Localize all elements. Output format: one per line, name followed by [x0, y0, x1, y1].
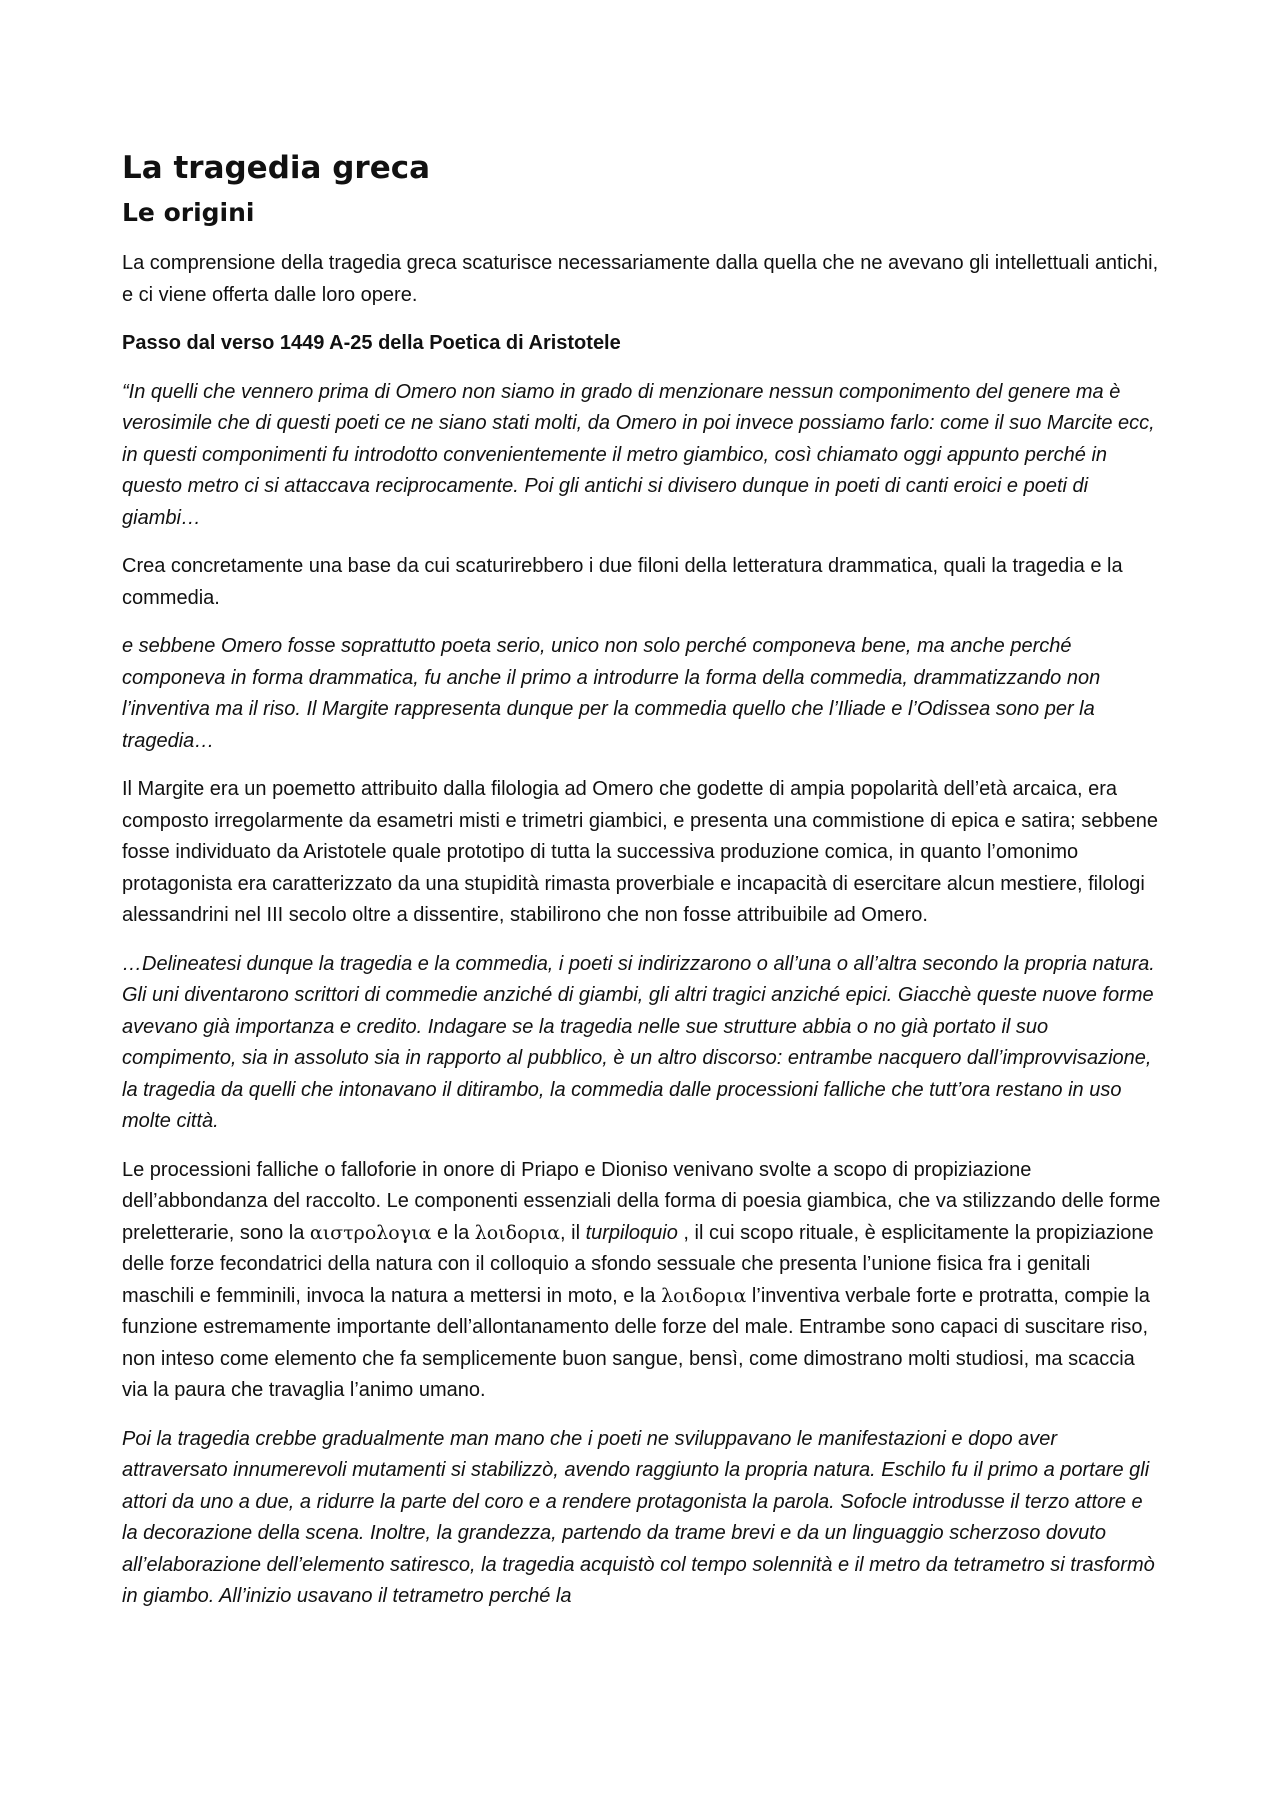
paragraph-margite: Il Margite era un poemetto attribuito dalla filologia ad Omero che godette di ampia popolarità dell’età arcaica, era composto irregolarmente da esametri misti e trimetri giambici, e presenta una commistione di epica e satira; sebbene fosse individuato da Aristotele quale prototipo di tutta la successiva produzione comica, in quanto l’omonimo protagonista era caratterizzato da una stupidità rimasta proverbiale e incapacità di esercitare alcun mestiere, filologi alessandrini nel III secolo oltre a dissentire, stabilirono che non fosse attribuibile ad Omero.	[122, 778, 1159, 926]
paragraph-falloforie	[122, 1155, 1162, 1407]
greek-term-loidoria: λοιδορια	[661, 1284, 747, 1307]
quote-paragraph-1: “In quelli che vennero prima di Omero non siamo in grado di menzionare nessun componimento del genere ma è verosimile che di questi poeti ce ne siano stati molti, da Omero in poi invece possiamo farlo: come il suo Marcite ecc, in questi componimenti fu introdotto convenientemente il metro giambico, così chiamato oggi appunto perché in questo metro ci si attaccava reciprocamente. Poi gli antichi si divisero dunque in poeti di canti eroici e poeti di giambi…	[122, 380, 1155, 529]
text-run: Le processioni falliche o falloforie in onore di Priapo e Dioniso venivano svolte a scopo di propiziazione dell’abbondanza del raccolto. Le componenti essenziali della forma di poesia giambica, che va stilizzando delle forme preletterarie, sono la	[122, 1158, 1161, 1244]
document-title: La tragedia greca	[122, 150, 431, 186]
quote-paragraph-2: e sebbene Omero fosse soprattutto poeta serio, unico non solo perché componeva bene, ma anche perché componeva in forma drammatica, fu anche il primo a introdurre la forma della commedia, drammatizzando non l’inventiva ma il riso. Il Margite rappresenta dunque per la commedia quello che l’Iliade e l’Odissea sono per la tragedia…	[122, 635, 1101, 752]
greek-term-loidoria: λοιδορια	[474, 1221, 561, 1244]
text-run: e la	[431, 1221, 475, 1244]
passage-heading: Passo dal verso 1449 A-25 della Poetica di Aristotele	[122, 332, 621, 354]
quote-paragraph-3: …Delineatesi dunque la tragedia e la commedia, i poeti si indirizzarono o all’una o all’altra secondo la propria natura. Gli uni diventarono scrittori di commedie anziché di giambi, gli altri tragici anziché epici. Giacchè queste nuove forme avevano già importanza e credito. Indagare se la tragedia nelle sue strutture abbia o no già portato il suo compimento, sia in assoluto sia in rapporto al pubblico, è un altro discorso: entrambe nacquero dall’improvvisazione, la tragedia da quelli che intonavano il ditirambo, la commedia dalle processioni falliche che tutt’ora restano in uso molte città.	[122, 952, 1155, 1132]
paragraph-commentary-1: Crea concretamente una base da cui scaturirebbero i due filoni della letteratura drammatica, quali la tragedia e la commedia.	[122, 555, 1123, 609]
term-turpiloquio: turpiloquio	[585, 1221, 678, 1244]
text-run: l’inventiva verbale forte e protratta, compie la funzione estremamente importante dell’allontanamento delle forze del male. Entrambe sono capaci di suscitare riso, non inteso come elemento che fa semplicemente buon sangue, bensì, come dimostrano molti studiosi, ma scaccia via la paura che travaglia l’animo umano.	[122, 1284, 1150, 1401]
text-run: , il cui scopo rituale, è esplicitamente la propiziazione delle forze fecondatrici della natura con il colloquio a sfondo sessuale che presenta l’unione fisica fra i genitali maschili e femminili, invoca la natura a mettersi in moto, e la	[122, 1221, 1154, 1307]
paragraph-intro: La comprensione della tragedia greca scaturisce necessariamente dalla quella che ne avevano gli intellettuali antichi, e ci viene offerta dalle loro opere.	[122, 252, 1159, 306]
greek-term-aistrologia: αιστρολογια	[309, 1221, 432, 1244]
document-page	[122, 148, 1162, 1630]
quote-paragraph-4: Poi la tragedia crebbe gradualmente man mano che i poeti ne sviluppavano le manifestazioni e dopo aver attraversato innumerevoli mutamenti si stabilizzò, avendo raggiunto la propria natura. Eschilo fu il primo a portare gli attori da uno a due, a ridurre la parte del coro e a rendere protagonista la parola. Sofocle introdusse il terzo attore e la decorazione della scena. Inoltre, la grandezza, partendo da trame brevi e da un linguaggio scherzoso dovuto all’elaborazione dell’elemento satiresco, la tragedia acquistò col tempo solennità e il metro da tetrametro si trasformò in giambo. All’inizio usavano il tetrametro perché la	[122, 1427, 1155, 1607]
section-heading: Le origini	[122, 198, 255, 227]
text-run: , il	[560, 1221, 586, 1244]
